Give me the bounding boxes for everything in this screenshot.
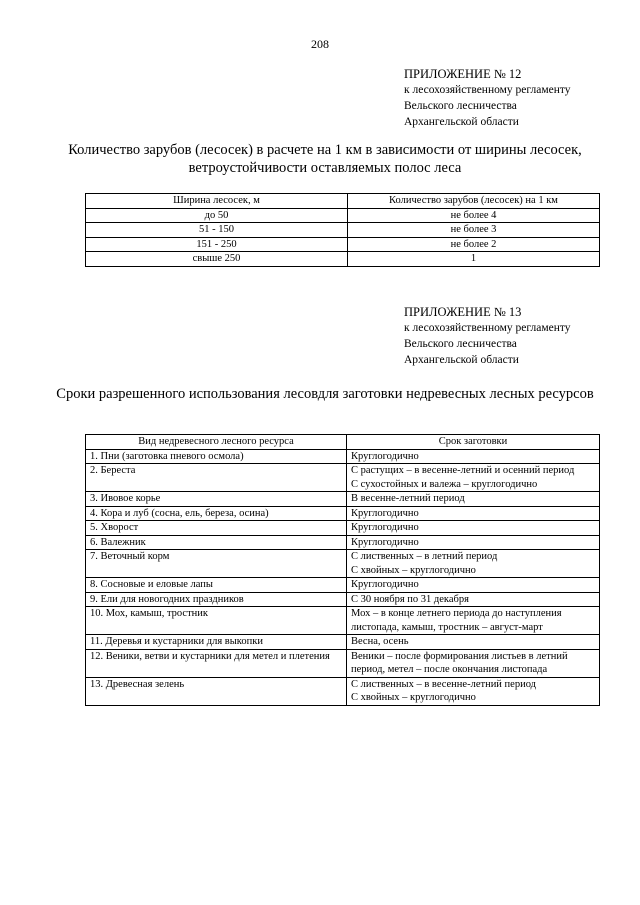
- table-row: [86, 521, 600, 536]
- cell-resource: 12. Веники, ветви и кустарники для метел и плетения: [86, 649, 347, 677]
- cell-term: [347, 464, 600, 492]
- table-row: [86, 252, 600, 267]
- cell-count: не более 4: [348, 208, 600, 223]
- section-13-heading: Сроки разрешенного использования лесовдля заготовки недревесных лесных ресурсов: [56, 386, 594, 402]
- table-header-row: [86, 435, 600, 450]
- term-line: Мох – в конце летнего периода до наступления листопада, камыш, тростник – август-март: [351, 608, 562, 633]
- table-row: [86, 464, 600, 492]
- column-header-term: Срок заготовки: [347, 435, 600, 450]
- term-line: С сухостойных и валежа – круглогодично: [351, 478, 538, 490]
- cell-width: 151 - 250: [86, 237, 348, 252]
- appendix-12-line1: к лесохозяйственному регламенту: [404, 84, 571, 96]
- term-line: С лиственных – в летний период: [351, 551, 498, 562]
- cell-resource: 5. Хворост: [86, 521, 347, 536]
- cell-resource: 8. Сосновые и еловые лапы: [86, 578, 347, 593]
- table-row: [86, 607, 600, 635]
- table-row: [86, 223, 600, 238]
- cell-width: свыше 250: [86, 252, 348, 267]
- cell-resource: 9. Ели для новогодних праздников: [86, 592, 347, 607]
- cell-resource: 2. Береста: [86, 464, 347, 492]
- appendix-13-line2: Вельского лесничества: [404, 338, 517, 350]
- cell-term: [347, 521, 600, 536]
- table-row: [86, 492, 600, 507]
- cell-term: [347, 607, 600, 635]
- table-row: [86, 578, 600, 593]
- cutting-areas-table: [85, 193, 600, 267]
- non-timber-resources-table: [85, 434, 600, 706]
- term-line: В весенне-летний период: [351, 493, 465, 504]
- column-header-resource: Вид недревесного лесного ресурса: [86, 435, 347, 450]
- cell-width: 51 - 150: [86, 223, 348, 238]
- cell-term: [347, 649, 600, 677]
- cell-term: [347, 677, 600, 705]
- term-line: С растущих – в весенне-летний и осенний период: [351, 465, 575, 476]
- cell-width: до 50: [86, 208, 348, 223]
- term-line: С 30 ноября по 31 декабря: [351, 593, 469, 605]
- term-line: С лиственных – в весенне-летний период: [351, 678, 536, 690]
- term-line: Веники – после формирования листьев в летний период, метел – после окончания листопада: [351, 650, 568, 675]
- term-line: С хвойных – круглогодично: [351, 564, 476, 576]
- cell-term: [347, 550, 600, 578]
- cell-term: [347, 506, 600, 521]
- table-row: [86, 677, 600, 705]
- term-line: С хвойных – круглогодично: [351, 692, 476, 703]
- appendix-13-header: [404, 304, 571, 368]
- cell-resource: 6. Валежник: [86, 535, 347, 550]
- cell-resource: 4. Кора и луб (сосна, ель, береза, осина): [86, 506, 347, 521]
- table-row: [86, 535, 600, 550]
- column-header-width: Ширина лесосек, м: [86, 194, 348, 209]
- term-line: Круглогодично: [351, 450, 419, 462]
- term-line: Круглогодично: [351, 522, 419, 533]
- cell-term: [347, 635, 600, 650]
- cell-resource: 13. Древесная зелень: [86, 677, 347, 705]
- cell-term: [347, 449, 600, 464]
- cell-term: [347, 592, 600, 607]
- appendix-12-line3: Архангельской области: [404, 116, 519, 128]
- page-number: 208: [311, 37, 329, 51]
- term-line: Круглогодично: [351, 536, 419, 548]
- appendix-13-line1: к лесохозяйственному регламенту: [404, 322, 571, 334]
- cell-resource: 11. Деревья и кустарники для выкопки: [86, 635, 347, 650]
- section-12-heading: Количество зарубов (лесосек) в расчете на 1 км в зависимости от ширины лесосек, ветроустойчивости оставляемых полос леса: [68, 142, 582, 176]
- appendix-12-header: [404, 66, 571, 130]
- table-row: [86, 208, 600, 223]
- table-row: [86, 449, 600, 464]
- term-line: Круглогодично: [351, 507, 419, 519]
- appendix-12-title: ПРИЛОЖЕНИЕ № 12: [404, 67, 522, 81]
- table-row: [86, 635, 600, 650]
- cell-count: 1: [348, 252, 600, 267]
- cell-resource: 7. Веточный корм: [86, 550, 347, 578]
- table-row: [86, 592, 600, 607]
- cell-count: не более 2: [348, 237, 600, 252]
- table-header-row: [86, 194, 600, 209]
- appendix-12-line2: Вельского лесничества: [404, 100, 517, 112]
- cell-resource: 3. Ивовое корье: [86, 492, 347, 507]
- table-row: [86, 506, 600, 521]
- column-header-count: Количество зарубов (лесосек) на 1 км: [348, 194, 600, 209]
- cell-count: не более 3: [348, 223, 600, 238]
- cell-resource: 10. Мох, камыш, тростник: [86, 607, 347, 635]
- cell-term: [347, 492, 600, 507]
- table-row: [86, 649, 600, 677]
- term-line: Круглогодично: [351, 579, 419, 590]
- table-row: [86, 550, 600, 578]
- cell-term: [347, 535, 600, 550]
- appendix-13-title: ПРИЛОЖЕНИЕ № 13: [404, 305, 522, 319]
- term-line: Весна, осень: [351, 636, 409, 647]
- appendix-13-line3: Архангельской области: [404, 354, 519, 366]
- cell-resource: 1. Пни (заготовка пневого осмола): [86, 449, 347, 464]
- cell-term: [347, 578, 600, 593]
- table-row: [86, 237, 600, 252]
